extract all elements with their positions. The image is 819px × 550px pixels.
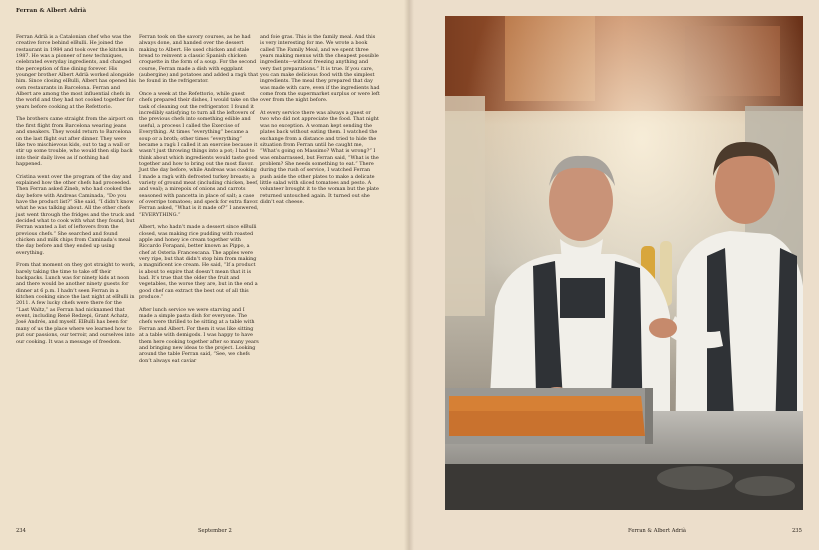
paragraph: From that moment on they got straight to work, barely taking the time to take off their backpacks. Lunch was for ninety kids at noon and there would be another ninety guests for dinner at 6 p.m. I hadn’t seen Ferran in a kitchen cooking since the last night at elBulli in 2011. A few lucky chefs were there for the “Last Waltz,” as Ferran had nicknamed that event, including René Redzepi, Grant Achatz, José Andrés, and myself. ElBulli has been for many of us the place where we learned how to put our passions, our terroir, and ourselves into our cooking. It was a message of freedom.	[16, 262, 136, 345]
paragraph: Ferran Adrià is a Catalonian chef who was the creative force behind elBulli. He joined the restaurant in 1984 and took over the kitchen in 1987. He was a pioneer of new techniques, celebrated everyday ingredients, and changed the perception of fine dining forever. His younger brother Albert Adrià worked alongside him. Since closing elBulli, Albert has opened his own restaurants in Barcelona. Ferran and Albert are among the most influential chefs in the world and they had not cooked together for years before cooking at the Refettorio.	[16, 34, 136, 110]
running-foot-right: Ferran & Albert Adrià	[628, 528, 687, 534]
paragraph: Once a week at the Refettorio, while guest chefs prepared their dishes, I would take on the task of cleaning out the refrigerator. I found it incredibly satisfying to turn all the leftovers of the previous chefs into something edible and useful, a process I called the Exercise of Everything. At times “everything” became a soup or a broth; other times “everything” became a ragù I called it an exercise because it wasn’t just throwing things into a pot; I had to think about which ingredients would taste good together and how to bring out the most flavor. Just the day before, while Andreas was cooking I made a ragù with defrosted turkey breasts; a variety of ground meat (including chicken, beef, and veal); a mirepoix of onions and carrots seasoned with pancetta in place of salt; a case of overripe tomatoes; and speck for extra flavor. Ferran asked, “What is it made of?” I answered, “EVERYTHING.”	[139, 91, 259, 218]
paragraph: At every service there was always a guest or two who did not appreciate the food. That night was no exception. A woman kept sending the plates back without eating them. I watched the exchange from a distance and tried to hide the situation from Ferran until he caught me, “What’s going on Massimo? What is wrong?” I was embarrassed, but Ferran said, “What is the problem? She needs something to eat.” There during the rush of service, I watched Ferran push aside the other plates to make a delicate little salad with sliced tomatoes and pesto. A volunteer brought it to the woman but the plate returned untouched again. It turned out she didn’t eat cheese.	[260, 110, 379, 205]
text-column-2	[139, 34, 259, 370]
running-head: Ferran & Albert Adrià	[16, 8, 87, 14]
paragraph: Albert, who hadn’t made a dessert since elBulli closed, was making rice pudding with roasted apple and honey ice cream together with Riccardo Forapani, better known as Pippo, a chef at Osteria Francescana. The apples were very ripe, but that didn’t stop him from making a magnificent ice cream. He said, “If a product is about to expire that doesn’t mean that it is bad. It’s true that the older the fruit and vegetables, the worse they are, but in the end a good chef can extract the best out of all this produce.”	[139, 224, 258, 301]
left-page	[0, 0, 409, 550]
paragraph: and foie gras. This is the family meal. And this is very interesting for me. We wrote a book called The Family Meal, and we spent three years making menus with the cheapest possible ingredients—without freezing anything and very fast preparations.” It is true. If you care, you can make delicious food with the simplest ingredients. The meal they prepared that day was made with care, even if the ingredients had come from the supermarket surplus or were left over from the night before.	[260, 34, 380, 104]
spine-gutter	[404, 0, 414, 550]
paragraph: Ferran took on the savory courses, as he had always done, and handed over the dessert making to Albert. He used chicken and stale bread to reinvent a classic Spanish chicken croquette in the form of a soup. For the second course, Ferran made a dish with eggplant (aubergine) and potatoes and added a ragù that he found in the refrigerator.	[139, 34, 259, 85]
paragraph: After lunch service we were starving and I made a simple pasta dish for everyone. The chefs were thrilled to be sitting at a table with Ferran and Albert. For them it was like sitting at a table with demigods. I was happy to have them here cooking together after so many years and bringing new ideas to the project. Looking around the table Ferran said, “See, we chefs don’t always eat caviar	[139, 306, 259, 364]
page-number-right: 235	[792, 528, 802, 534]
page-number-left: 234	[16, 528, 26, 534]
paragraph: The brothers came straight from the airport on the first flight from Barcelona wearing jeans and sneakers. They would return to Barcelona on the last flight out after dinner. They were like two mischievous kids, out to tag a wall or stir up some trouble, who would then slip back into their daily lives as if nothing had happened.	[16, 116, 134, 167]
date-label: September 2	[198, 528, 232, 534]
text-column-3	[260, 34, 380, 212]
text-column-1	[16, 34, 136, 351]
paragraph: Cristina went over the program of the day and explained how the other chefs had proceeded. Then Ferran asked Zineb, who had cooked the day before with Andreas Caminada, “Do you have the product list?” She said, “I didn’t know what he was talking about. All the other chefs just went through the fridges and the truck and decided what to cook with what they found, but Ferran wanted a list of leftovers from the previous chefs.” She searched and found chicken and milk chips from Caminada’s meal the day before and they ended up using everything.	[16, 173, 135, 256]
two-chefs-cooking-photo	[445, 16, 803, 510]
